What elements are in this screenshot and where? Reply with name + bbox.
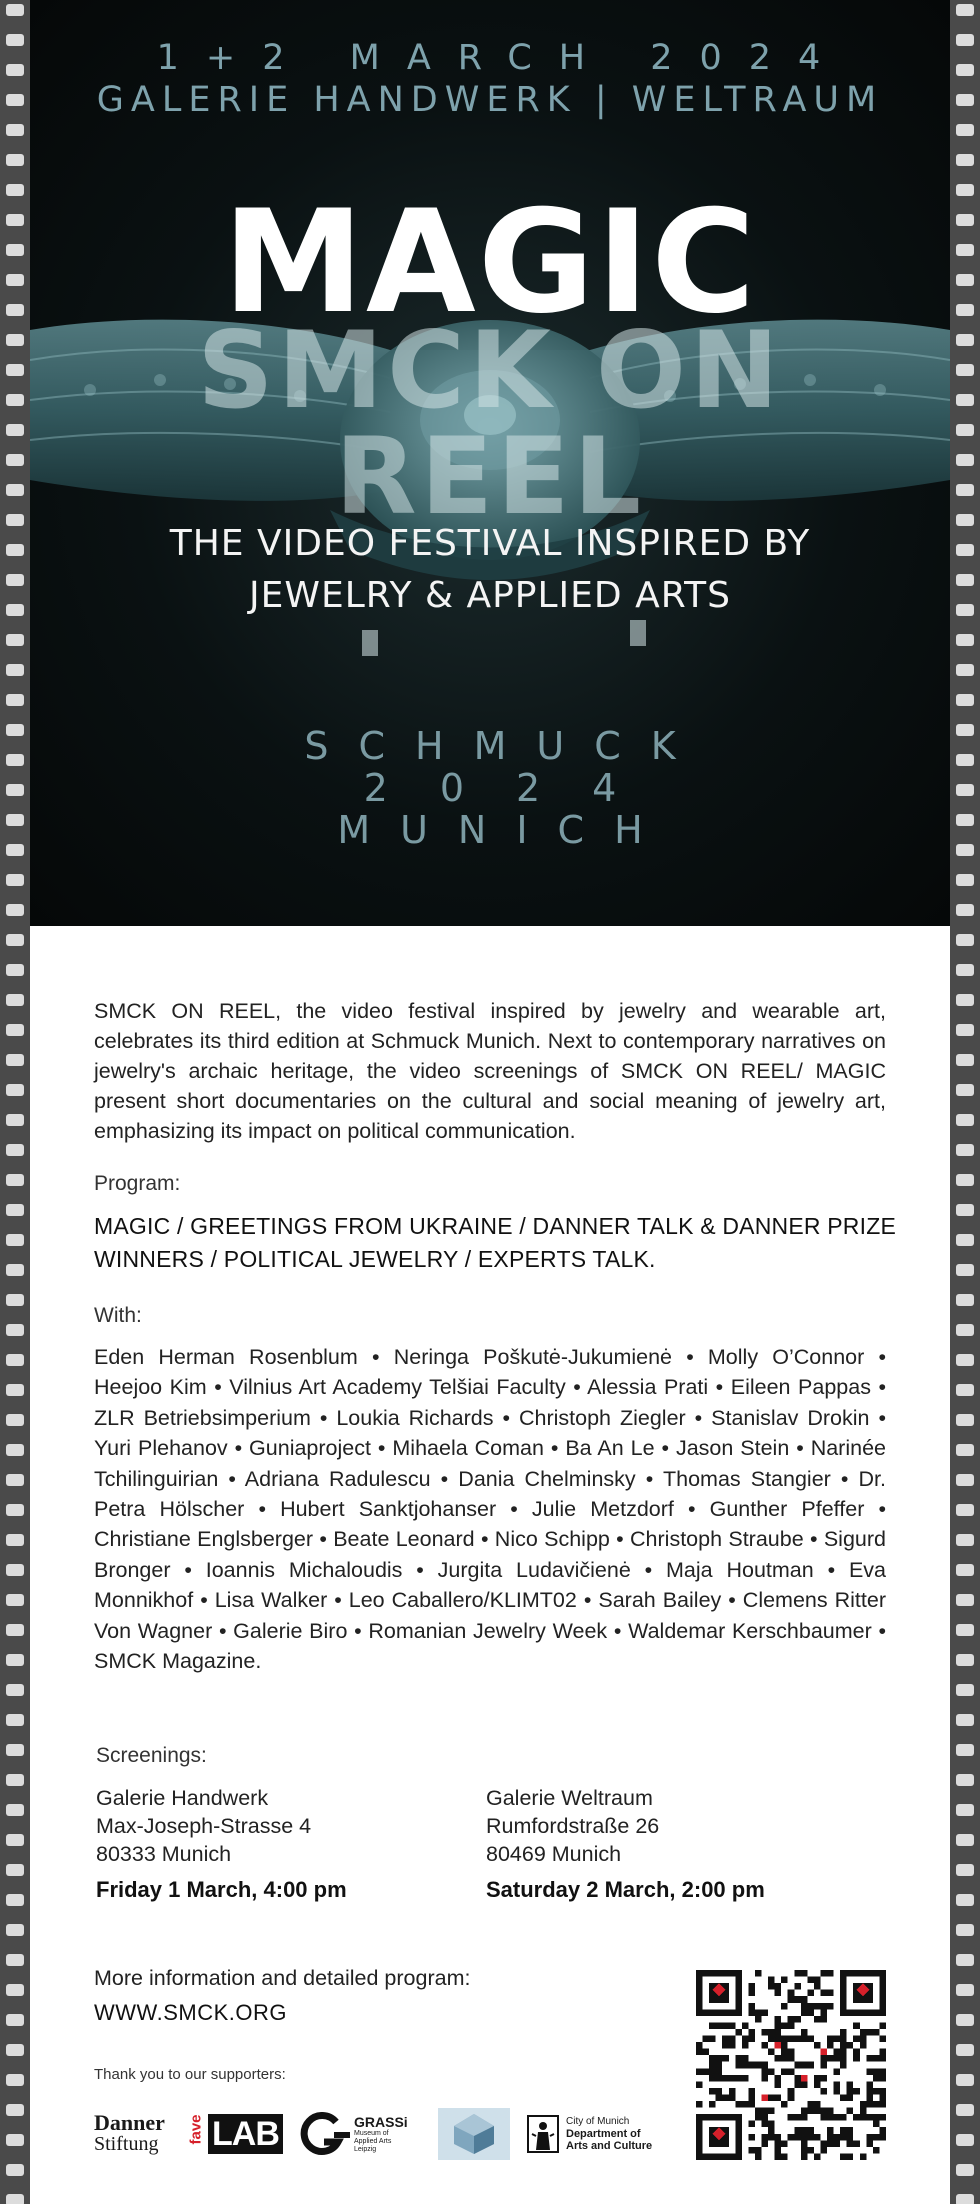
intro-paragraph: SMCK ON REEL, the video festival inspired by jewelry and wearable art, celebrates its third edition at Schmuck Munich. Next to contemporary narratives on jewelry's archaic heritage, the video screenings of SMCK ON REEL/ MAGIC present short documentaries on the cultural and social meaning of jewelry art, emphasizing its impact on political communication. <box>94 999 886 1143</box>
sprocket-hole <box>6 844 24 856</box>
sprocket-hole <box>956 1684 974 1696</box>
sprocket-hole <box>956 694 974 706</box>
supporters-label: Thank you to our supporters: <box>94 2066 286 2083</box>
sprocket-hole <box>956 2104 974 2116</box>
sprocket-hole <box>956 1204 974 1216</box>
sprocket-hole <box>6 784 24 796</box>
sprocket-hole <box>956 2134 974 2146</box>
sprocket-hole <box>956 784 974 796</box>
sprocket-hole <box>6 1474 24 1486</box>
sprocket-hole <box>6 754 24 766</box>
sprocket-hole <box>6 1174 24 1186</box>
sprocket-hole <box>6 1894 24 1906</box>
venue-street: Max-Joseph-Strasse 4 <box>96 1814 312 1838</box>
sprocket-hole <box>956 1414 974 1426</box>
sprocket-hole <box>6 1744 24 1756</box>
sprocket-hole <box>6 424 24 436</box>
sprocket-hole <box>6 1384 24 1396</box>
sprocket-hole <box>956 1474 974 1486</box>
sprocket-hole <box>6 2164 24 2176</box>
event-venues: GALERIE HANDWERK | WELTRAUM <box>96 80 884 120</box>
sprocket-hole <box>6 1804 24 1816</box>
sprocket-hole <box>6 1264 24 1276</box>
main-title: MAGIC <box>222 180 758 345</box>
sprocket-hole <box>6 1234 24 1246</box>
munich-crest-icon <box>526 2114 560 2154</box>
venue-name: Galerie Handwerk <box>96 1786 269 1810</box>
sprocket-hole <box>956 1774 974 1786</box>
sprocket-hole <box>6 364 24 376</box>
sprocket-hole <box>6 2134 24 2146</box>
sprocket-hole <box>6 1054 24 1066</box>
tagline-line-1: THE VIDEO FESTIVAL INSPIRED BY <box>169 523 811 564</box>
content-panel <box>30 926 950 2204</box>
sprocket-hole <box>956 634 974 646</box>
sprocket-hole <box>956 1744 974 1756</box>
sprocket-hole <box>956 574 974 586</box>
sprocket-hole <box>956 484 974 496</box>
sprocket-hole <box>956 1324 974 1336</box>
sprocket-hole <box>6 454 24 466</box>
sprocket-hole <box>6 1294 24 1306</box>
sprocket-hole <box>956 64 974 76</box>
sprocket-hole <box>956 754 974 766</box>
sprocket-hole <box>6 1654 24 1666</box>
sprocket-hole <box>956 1954 974 1966</box>
sprocket-hole <box>6 2044 24 2056</box>
participants-list: Eden Herman Rosenblum • Neringa Poškutė-Jukumienė • Molly O’Connor • Heejoo Kim • Vilnius Art Academy Telšiai Faculty • Alessia Prati • Eileen Pappas • ZLR Betriebsimperium • Loukia Richards • Christoph Ziegler • Stanislav Drokin • Yuri Plehanov • Guniaproject • Mihaela Coman • Ba An Le • Jason Stein • Narinée Tchilinguirian • Adriana Radulescu • Dania Chelminsky • Thomas Stangier • Dr. Petra Hölscher • Hubert Sanktjohanser • Julie Metzdorf • Gunther Pfeffer • Christiane Englsberger • Beate Leonard • Nico Schipp • Christoph Straube • Sigurd Bronger • Ioannis Michaloudis • Jurgita Ludavičienė • Maja Houtman • Eva Monnikhof • Lisa Walker • Leo Caballero/KLIMT02 • Sarah Bailey • Clemens Ritter Von Wagner • Galerie Biro • Romanian Jewelry Week • Waldemar Kerschbaumer • SMCK Magazine. <box>94 1345 886 1674</box>
website-link[interactable]: WWW.SMCK.ORG <box>94 2000 287 2025</box>
sprocket-hole <box>6 334 24 346</box>
sprocket-hole <box>956 904 974 916</box>
sprocket-hole <box>6 994 24 1006</box>
with-label: With: <box>94 1304 142 1327</box>
sprocket-hole <box>6 1594 24 1606</box>
event-year: 2024 <box>363 766 669 810</box>
sprocket-hole <box>956 184 974 196</box>
sprocket-hole <box>956 34 974 46</box>
event-name-line-1: SCHMUCK <box>304 724 706 768</box>
sprocket-hole <box>956 2164 974 2176</box>
venue-time: Friday 1 March, 4:00 pm <box>96 1877 347 1902</box>
sprocket-hole <box>6 64 24 76</box>
sprocket-hole <box>956 964 974 976</box>
sprocket-hole <box>956 1444 974 1456</box>
sprocket-hole <box>6 94 24 106</box>
sprocket-hole <box>6 4 24 16</box>
sprocket-hole <box>956 424 974 436</box>
event-city: MUNICH <box>337 808 673 852</box>
program-list: MAGIC / GREETINGS FROM UKRAINE / DANNER TALK & DANNER PRIZE WINNERS / POLITICAL JEWELRY / EXPERTS TALK. <box>94 1213 896 1272</box>
sprocket-hole <box>6 244 24 256</box>
sprocket-hole <box>6 1144 24 1156</box>
qr-code[interactable] <box>696 1970 886 2160</box>
sprocket-hole <box>956 934 974 946</box>
tagline <box>30 518 950 622</box>
sprocket-hole <box>956 124 974 136</box>
sprocket-hole <box>956 1024 974 1036</box>
venue-name: Galerie Weltraum <box>486 1786 653 1810</box>
sprocket-hole <box>6 1114 24 1126</box>
sprocket-hole <box>6 1414 24 1426</box>
sprocket-hole <box>956 1714 974 1726</box>
supporter-logos <box>94 2108 694 2168</box>
sprocket-hole <box>6 1714 24 1726</box>
sprocket-hole <box>6 1924 24 1936</box>
sprocket-hole <box>6 124 24 136</box>
sprocket-hole <box>6 1534 24 1546</box>
sprocket-hole <box>6 814 24 826</box>
sprocket-hole <box>956 2194 974 2204</box>
sprocket-hole <box>956 4 974 16</box>
sprocket-hole <box>956 1264 974 1276</box>
sprocket-hole <box>956 1144 974 1156</box>
sprocket-hole <box>956 244 974 256</box>
sprocket-hole <box>956 1894 974 1906</box>
sprocket-hole <box>6 1864 24 1876</box>
sprocket-hole <box>956 1114 974 1126</box>
sprocket-hole <box>956 1594 974 1606</box>
sprocket-hole <box>6 1444 24 1456</box>
sprocket-hole <box>6 604 24 616</box>
sprocket-hole <box>956 1834 974 1846</box>
sprocket-hole <box>956 1624 974 1636</box>
sprocket-hole <box>956 1924 974 1936</box>
tagline-line-2: JEWELRY & APPLIED ARTS <box>249 575 731 616</box>
sprocket-hole <box>6 214 24 226</box>
sprocket-hole <box>956 154 974 166</box>
more-info-label: More information and detailed program: <box>94 1966 471 1990</box>
sprocket-hole <box>6 724 24 736</box>
sprocket-hole <box>956 304 974 316</box>
venue-time: Saturday 2 March, 2:00 pm <box>486 1877 765 1902</box>
sprocket-hole <box>956 2044 974 2056</box>
sprocket-hole <box>6 664 24 676</box>
sprocket-hole <box>956 1564 974 1576</box>
grassi-g-icon <box>298 2112 350 2156</box>
sprocket-hole <box>956 1384 974 1396</box>
sprocket-hole <box>956 394 974 406</box>
sprocket-hole <box>956 1654 974 1666</box>
venue-handwerk <box>96 1784 347 1904</box>
sprocket-hole <box>6 184 24 196</box>
sprocket-hole <box>6 1684 24 1696</box>
sprocket-hole <box>956 1504 974 1516</box>
festival-name: SMCK ON REEL <box>197 309 783 538</box>
sprocket-hole <box>6 484 24 496</box>
sprocket-hole <box>6 2194 24 2204</box>
sprocket-hole <box>6 2014 24 2026</box>
sprocket-hole <box>6 1834 24 1846</box>
sprocket-hole <box>6 34 24 46</box>
sprocket-hole <box>6 2074 24 2086</box>
sprocket-hole <box>6 1324 24 1336</box>
sprocket-hole <box>6 1564 24 1576</box>
sprocket-hole <box>6 1624 24 1636</box>
cube-icon <box>438 2108 510 2160</box>
venue-weltraum <box>486 1784 765 1904</box>
sprocket-hole <box>6 544 24 556</box>
film-strip-right <box>950 0 980 2204</box>
sprocket-hole <box>6 634 24 646</box>
sprocket-hole <box>956 724 974 736</box>
sprocket-hole <box>956 604 974 616</box>
sprocket-hole <box>6 934 24 946</box>
sprocket-hole <box>956 1984 974 1996</box>
city-of-munich-logo: City of Munich Department of Arts and Culture <box>526 2108 676 2160</box>
sprocket-hole <box>956 874 974 886</box>
sprocket-hole <box>956 1084 974 1096</box>
favelab-logo: fave LAB <box>186 2108 282 2160</box>
poster-header <box>30 0 950 926</box>
sprocket-hole <box>6 1984 24 1996</box>
sprocket-hole <box>6 574 24 586</box>
program-label: Program: <box>94 1172 181 1195</box>
blue-cube-logo <box>438 2108 510 2160</box>
venue-street: Rumfordstraße 26 <box>486 1814 660 1838</box>
danner-stiftung-logo: Danner Stiftung <box>94 2110 165 2155</box>
sprocket-hole <box>6 1084 24 1096</box>
sprocket-hole <box>956 454 974 466</box>
sprocket-hole <box>6 304 24 316</box>
sprocket-hole <box>956 274 974 286</box>
sprocket-hole <box>6 154 24 166</box>
sprocket-hole <box>6 2104 24 2116</box>
sprocket-hole <box>956 514 974 526</box>
sprocket-hole <box>6 514 24 526</box>
venue-city: 80333 Munich <box>96 1842 232 1866</box>
sprocket-hole <box>956 1534 974 1546</box>
sprocket-hole <box>956 364 974 376</box>
sprocket-hole <box>6 694 24 706</box>
sprocket-hole <box>6 874 24 886</box>
sprocket-hole <box>956 1294 974 1306</box>
film-strip-left <box>0 0 30 2204</box>
sprocket-hole <box>6 1504 24 1516</box>
sprocket-hole <box>6 1954 24 1966</box>
sprocket-hole <box>956 1804 974 1816</box>
sprocket-hole <box>956 1174 974 1186</box>
sprocket-hole <box>956 844 974 856</box>
sprocket-hole <box>956 544 974 556</box>
event-dates: 1+2 MARCH 2024 <box>156 38 848 78</box>
screenings-label: Screenings: <box>96 1744 207 1767</box>
sprocket-hole <box>956 1234 974 1246</box>
sprocket-hole <box>6 904 24 916</box>
sprocket-hole <box>6 274 24 286</box>
sprocket-hole <box>6 394 24 406</box>
sprocket-hole <box>6 1024 24 1036</box>
sprocket-hole <box>6 1774 24 1786</box>
sprocket-hole <box>956 94 974 106</box>
sprocket-hole <box>956 2074 974 2086</box>
sprocket-hole <box>956 1054 974 1066</box>
sprocket-hole <box>956 214 974 226</box>
sprocket-hole <box>956 2014 974 2026</box>
sprocket-hole <box>6 964 24 976</box>
sprocket-hole <box>956 334 974 346</box>
sprocket-hole <box>956 814 974 826</box>
sprocket-hole <box>956 1354 974 1366</box>
sprocket-hole <box>956 1864 974 1876</box>
sprocket-hole <box>956 664 974 676</box>
sprocket-hole <box>6 1204 24 1216</box>
grassi-museum-logo: GRASSi Museum of Applied Arts Leipzig <box>298 2108 428 2160</box>
sprocket-hole <box>6 1354 24 1366</box>
venue-city: 80469 Munich <box>486 1842 622 1866</box>
sprocket-hole <box>956 994 974 1006</box>
